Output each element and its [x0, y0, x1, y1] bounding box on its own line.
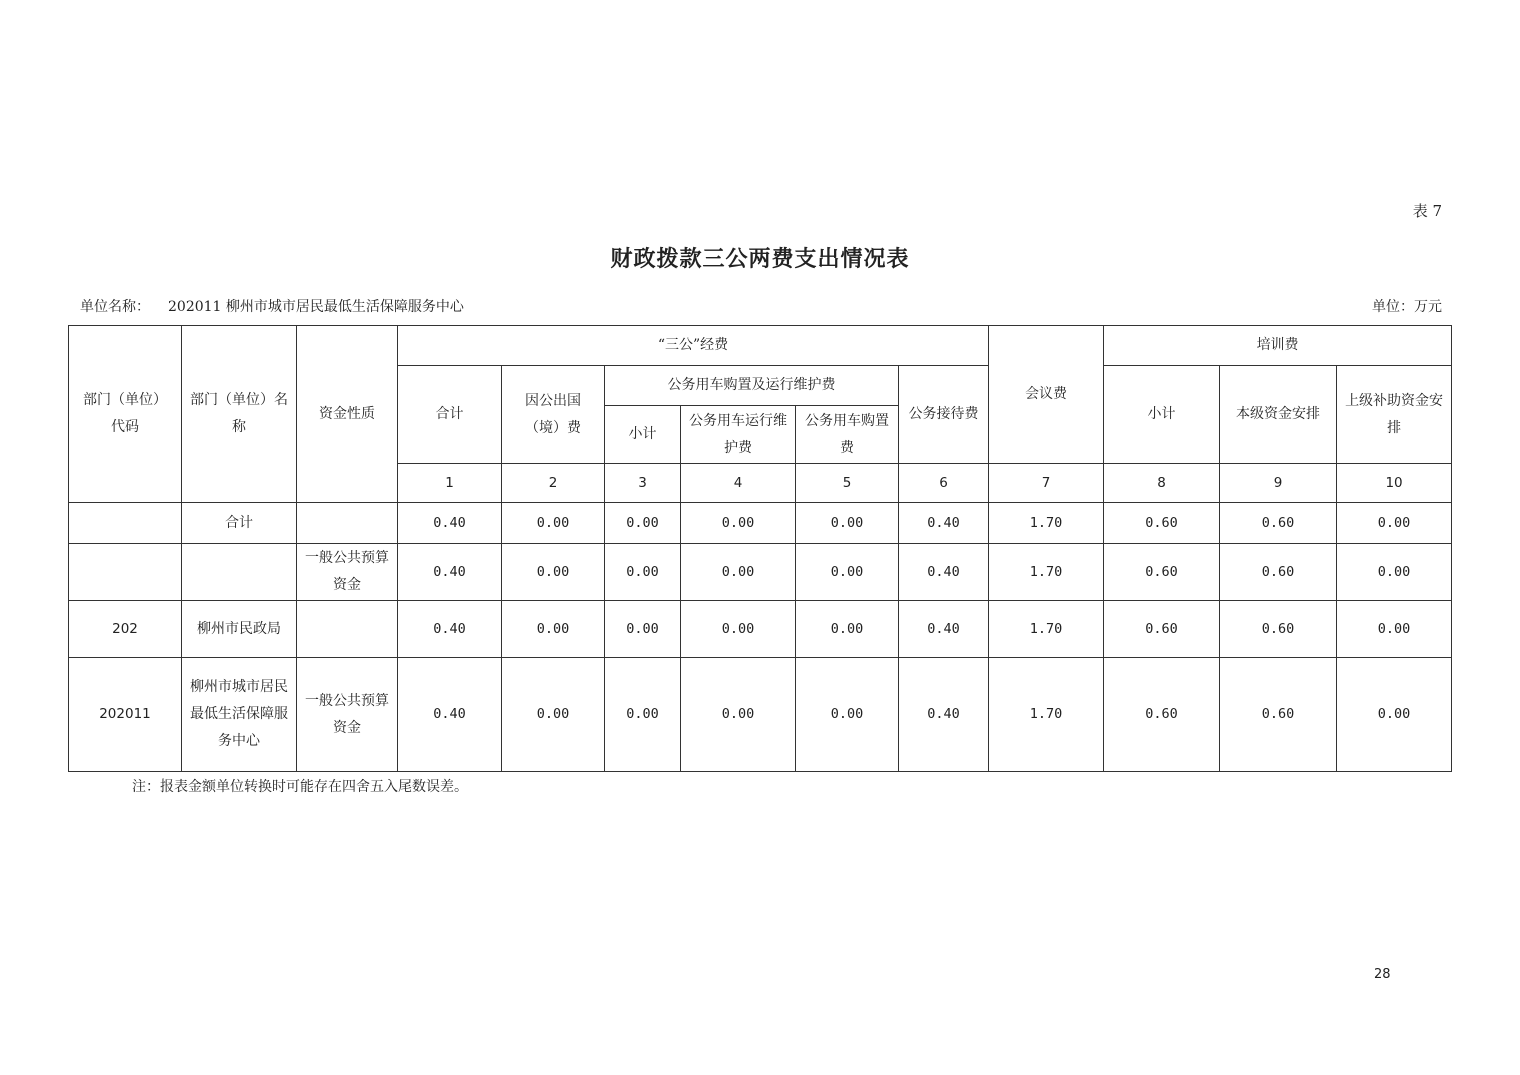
unit-name-value: 202011 柳州市城市居民最低生活保障服务中心 [168, 299, 464, 315]
cell-value: 0.00 [796, 503, 899, 544]
cell-value: 0.40 [899, 544, 989, 601]
col-number: 8 [1104, 464, 1220, 503]
cell-value: 1.70 [989, 658, 1104, 772]
cell-code: 202 [69, 601, 182, 658]
header-meeting: 会议费 [989, 326, 1104, 464]
header-car-purchase: 公务用车购置费 [796, 406, 899, 464]
cell-value: 0.00 [1337, 601, 1452, 658]
cell-value: 0.00 [796, 601, 899, 658]
col-number: 2 [502, 464, 605, 503]
cell-nature: 一般公共预算资金 [297, 658, 398, 772]
cell-nature [297, 503, 398, 544]
cell-value: 0.00 [1337, 544, 1452, 601]
expense-table [68, 325, 1452, 772]
cell-value: 0.60 [1104, 544, 1220, 601]
col-number: 3 [605, 464, 681, 503]
header-dept-code: 部门（单位）代码 [69, 326, 182, 503]
cell-value: 0.00 [605, 658, 681, 772]
header-dept-name: 部门（单位）名称 [182, 326, 297, 503]
header-train-subtotal: 小计 [1104, 366, 1220, 464]
header-reception: 公务接待费 [899, 366, 989, 464]
header-car-group: 公务用车购置及运行维护费 [605, 366, 899, 406]
cell-value: 1.70 [989, 503, 1104, 544]
cell-value: 0.00 [502, 601, 605, 658]
cell-name [182, 544, 297, 601]
unit-name-label: 单位名称： [80, 299, 150, 315]
unit-name [80, 296, 464, 316]
footnote: 注：报表金额单位转换时可能存在四舍五入尾数误差。 [132, 779, 468, 795]
cell-value: 0.00 [1337, 503, 1452, 544]
cell-value: 0.00 [796, 544, 899, 601]
cell-value: 0.00 [502, 658, 605, 772]
cell-value: 0.00 [681, 658, 796, 772]
col-number: 7 [989, 464, 1104, 503]
header-total: 合计 [398, 366, 502, 464]
cell-name: 柳州市城市居民最低生活保障服务中心 [182, 658, 297, 772]
header-fund-nature: 资金性质 [297, 326, 398, 503]
header-train-local: 本级资金安排 [1220, 366, 1337, 464]
table-row [69, 658, 1452, 772]
cell-code [69, 503, 182, 544]
table-row [69, 601, 1452, 658]
page-title: 财政拨款三公两费支出情况表 [610, 246, 910, 272]
cell-value: 1.70 [989, 544, 1104, 601]
cell-value: 0.00 [605, 601, 681, 658]
cell-name: 合计 [182, 503, 297, 544]
table-row [69, 503, 1452, 544]
col-number: 6 [899, 464, 989, 503]
col-number: 5 [796, 464, 899, 503]
cell-value: 0.40 [398, 544, 502, 601]
cell-value: 0.00 [605, 544, 681, 601]
header-sangong: “三公”经费 [398, 326, 989, 366]
cell-value: 0.00 [796, 658, 899, 772]
cell-value: 0.40 [899, 658, 989, 772]
cell-value: 0.00 [681, 601, 796, 658]
header-car-subtotal: 小计 [605, 406, 681, 464]
col-number: 9 [1220, 464, 1337, 503]
cell-value: 0.40 [398, 601, 502, 658]
cell-value: 0.00 [1337, 658, 1452, 772]
header-train-upper: 上级补助资金安排 [1337, 366, 1452, 464]
cell-value: 0.00 [681, 503, 796, 544]
cell-value: 1.70 [989, 601, 1104, 658]
cell-nature [297, 601, 398, 658]
cell-value: 0.40 [398, 503, 502, 544]
cell-value: 0.60 [1220, 601, 1337, 658]
page-number: 28 [1374, 967, 1391, 982]
currency-unit: 单位：万元 [1372, 299, 1442, 315]
cell-value: 0.00 [681, 544, 796, 601]
cell-code: 202011 [69, 658, 182, 772]
cell-value: 0.60 [1220, 503, 1337, 544]
col-number: 10 [1337, 464, 1452, 503]
col-number: 4 [681, 464, 796, 503]
header-training: 培训费 [1104, 326, 1452, 366]
cell-name: 柳州市民政局 [182, 601, 297, 658]
cell-value: 0.00 [502, 544, 605, 601]
col-number: 1 [398, 464, 502, 503]
header-car-maintain: 公务用车运行维护费 [681, 406, 796, 464]
cell-value: 0.60 [1104, 503, 1220, 544]
cell-value: 0.00 [502, 503, 605, 544]
cell-nature: 一般公共预算资金 [297, 544, 398, 601]
cell-code [69, 544, 182, 601]
cell-value: 0.40 [899, 503, 989, 544]
header-abroad: 因公出国（境）费 [502, 366, 605, 464]
table-number: 表 7 [1412, 202, 1442, 220]
cell-value: 0.40 [899, 601, 989, 658]
cell-value: 0.60 [1220, 544, 1337, 601]
table-row [69, 544, 1452, 601]
cell-value: 0.00 [605, 503, 681, 544]
cell-value: 0.40 [398, 658, 502, 772]
cell-value: 0.60 [1104, 601, 1220, 658]
cell-value: 0.60 [1104, 658, 1220, 772]
cell-value: 0.60 [1220, 658, 1337, 772]
